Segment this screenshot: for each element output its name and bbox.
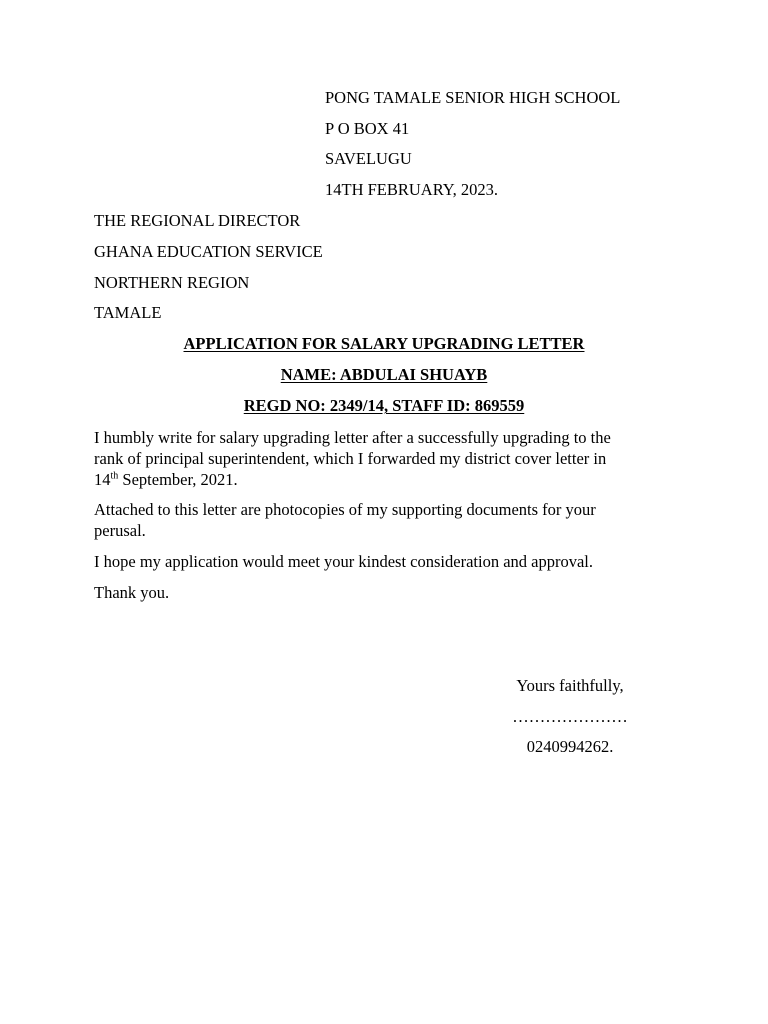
thank-you-text: Thank you. <box>94 583 170 602</box>
paragraph-1-line-1: I humbly write for salary upgrading letter after a successfully upgrading to the <box>94 428 611 447</box>
body-paragraph-4 <box>94 582 674 603</box>
body-paragraph-3 <box>94 551 674 572</box>
paragraph-1-line-2: rank of principal superintendent, which I forwarded my district cover letter in <box>94 449 607 468</box>
body-paragraph-2 <box>94 499 674 541</box>
body-paragraph-1 <box>94 427 674 490</box>
day-number: 14 <box>94 470 111 489</box>
day-suffix: th <box>110 470 119 482</box>
date-rest: September, 2021. <box>118 470 238 489</box>
recipient-city: TAMALE <box>94 303 162 322</box>
sender-town: SAVELUGU <box>325 149 412 168</box>
letter-date: 14TH FEBRUARY, 2023. <box>325 180 498 199</box>
paragraph-3-text: I hope my application would meet your kindest consideration and approval. <box>94 552 593 571</box>
valediction: Yours faithfully, <box>516 676 624 695</box>
sender-school: PONG TAMALE SENIOR HIGH SCHOOL <box>325 88 621 107</box>
sender-box: P O BOX 41 <box>325 119 410 138</box>
name-heading: NAME: ABDULAI SHUAYB <box>280 365 488 384</box>
signature-line: ………………… <box>512 707 628 726</box>
phone-number: 0240994262. <box>526 737 614 756</box>
regd-heading: REGD NO: 2349/14, STAFF ID: 869559 <box>243 396 525 415</box>
paragraph-2-line-1: Attached to this letter are photocopies of my supporting documents for your <box>94 500 596 519</box>
recipient-organization: GHANA EDUCATION SERVICE <box>94 242 323 261</box>
paragraph-2-line-2: perusal. <box>94 521 146 540</box>
subject-heading: APPLICATION FOR SALARY UPGRADING LETTER <box>183 334 585 353</box>
recipient-title: THE REGIONAL DIRECTOR <box>94 211 301 230</box>
recipient-region: NORTHERN REGION <box>94 273 250 292</box>
paragraph-1-line-3 <box>94 469 674 490</box>
